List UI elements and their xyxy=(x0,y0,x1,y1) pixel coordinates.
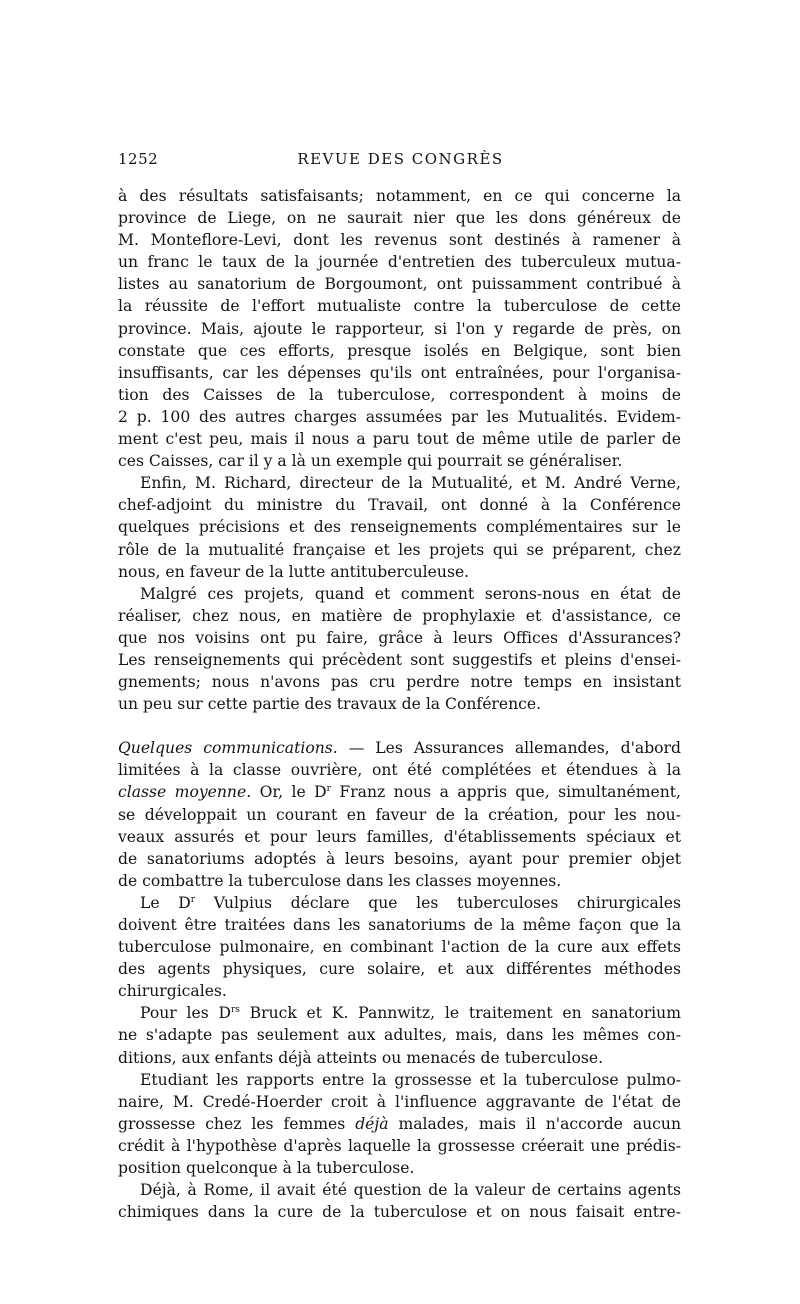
text-line: position quelconque à la tuberculose. xyxy=(118,1159,415,1178)
text-line: un franc le taux de la journée d'entretien des tuberculeux mutua- xyxy=(118,253,681,272)
text-line: gnements; nous n'avons pas cru perdre notre temps en insistant xyxy=(118,673,681,692)
text-line: à des résultats satisfaisants; notamment, en ce qui concerne la xyxy=(118,187,681,205)
text-line: grossesse chez les femmes déjà malades, mais il n'accorde aucun xyxy=(118,1114,681,1133)
paragraph xyxy=(118,472,681,582)
paragraph xyxy=(118,1179,681,1223)
text-line: quelques précisions et des renseignements complémentaires sur le xyxy=(118,518,681,537)
text-line: Les renseignements qui précèdent sont suggestifs et pleins d'ensei- xyxy=(118,650,681,669)
section-heading: Quelques communications. xyxy=(118,739,338,758)
text-line: Enfin, M. Richard, directeur de la Mutualité, et M. André Verne, xyxy=(140,474,681,493)
body-text xyxy=(118,185,681,1223)
text-line: Pour les $D^{rs}$ Bruck et K. Pannwitz, le traitement en sanatorium xyxy=(140,1004,681,1023)
text-line: classe moyenne. Or, le $D^r$ Franz nous a appris que, simultanément, xyxy=(118,783,681,802)
paragraph xyxy=(118,1069,681,1179)
page-number: 1252 xyxy=(118,150,159,168)
text-line: listes au sanatorium de Borgoumont, ont puissamment contribué à xyxy=(118,275,681,294)
text-line: chimiques dans la cure de la tuberculose et on nous faisait entre- xyxy=(118,1203,681,1222)
text-line: se développait un courant en faveur de la création, pour les nou- xyxy=(118,805,681,824)
text-line: Le $D^r$ Vulpius déclare que les tuberculoses chirurgicales xyxy=(140,893,681,912)
text-line: tion des Caisses de la tuberculose, correspondent à moins de xyxy=(118,385,681,404)
text-line: la réussite de l'effort mutualiste contre la tuberculose de cette xyxy=(118,297,681,316)
text-line: chirurgicales. xyxy=(118,982,227,1001)
text-line: réaliser, chez nous, en matière de prophylaxie et d'assistance, ce xyxy=(118,606,681,625)
text-line: province de Liege, on ne saurait nier que les dons généreux de xyxy=(118,209,681,228)
text-line: crédit à l'hypothèse d'après laquelle la grossesse créerait une prédis- xyxy=(118,1136,681,1155)
text-line: Déjà, à Rome, il avait été question de la valeur de certains agents xyxy=(140,1181,681,1200)
text-line: doivent être traitées dans les sanatoriums de la même façon que la xyxy=(118,916,681,934)
text-line: Etudiant les rapports entre la grossesse et la tuberculose pulmo- xyxy=(140,1070,681,1089)
text-line: Malgré ces projets, quand et comment serons-nous en état de xyxy=(140,584,681,603)
text-line: ditions, aux enfants déjà atteints ou menacés de tuberculose. xyxy=(118,1048,604,1067)
text-line: de sanatoriums adoptés à leurs besoins, ayant pour premier objet xyxy=(118,849,681,868)
text-line: ment c'est peu, mais il nous a paru tout de même utile de parler de xyxy=(118,430,681,449)
text-line: tuberculose pulmonaire, en combinant l'action de la cure aux effets xyxy=(118,938,681,957)
text-line: nous, en faveur de la lutte antituberculeuse. xyxy=(118,562,470,581)
paragraph xyxy=(118,737,681,892)
text-line: que nos voisins ont pu faire, grâce à leurs Offices d'Assurances? xyxy=(118,628,681,647)
text-line: de combattre la tuberculose dans les classes moyennes. xyxy=(118,871,562,890)
paragraph xyxy=(118,1002,681,1068)
running-head xyxy=(118,150,683,172)
text-line: constate que ces efforts, presque isolés en Belgique, sont bien xyxy=(118,341,681,360)
journal-title: REVUE DES CONGRÈS xyxy=(297,150,504,168)
text-line: ne s'adapte pas seulement aux adultes, mais, dans les mêmes con- xyxy=(118,1026,681,1045)
text-line: veaux assurés et pour leurs familles, d'établissements spéciaux et xyxy=(118,827,681,846)
section-gap xyxy=(118,715,681,737)
text-line: rôle de la mutualité française et les projets qui se préparent, chez xyxy=(118,540,681,559)
text-line: limitées à la classe ouvrière, ont été complétées et étendues à la xyxy=(118,761,681,780)
text-line: Quelques communications. — Les Assurances allemandes, d'abord xyxy=(118,739,681,758)
paragraph xyxy=(118,185,681,472)
text-line: 2 p. 100 des autres charges assumées par les Mutualités. Evidem- xyxy=(118,407,681,426)
text-line: un peu sur cette partie des travaux de la Conférence. xyxy=(118,695,542,714)
text-line: naire, M. Credé-Hoerder croit à l'influence aggravante de l'état de xyxy=(118,1092,681,1111)
paragraph xyxy=(118,583,681,716)
text-line: M. Monteflore-Levi, dont les revenus sont destinés à ramener à xyxy=(118,231,681,250)
paragraph xyxy=(118,892,681,1002)
text-line: ces Caisses, car il y a là un exemple qui pourrait se généraliser. xyxy=(118,452,623,471)
text-line: des agents physiques, cure solaire, et aux différentes méthodes xyxy=(118,960,681,979)
text-line: insuffisants, car les dépenses qu'ils ont entraînées, pour l'organisa- xyxy=(118,363,681,382)
text-line: chef-adjoint du ministre du Travail, ont donné à la Conférence xyxy=(118,496,681,515)
text-line: province. Mais, ajoute le rapporteur, si l'on y regarde de près, on xyxy=(118,319,681,338)
